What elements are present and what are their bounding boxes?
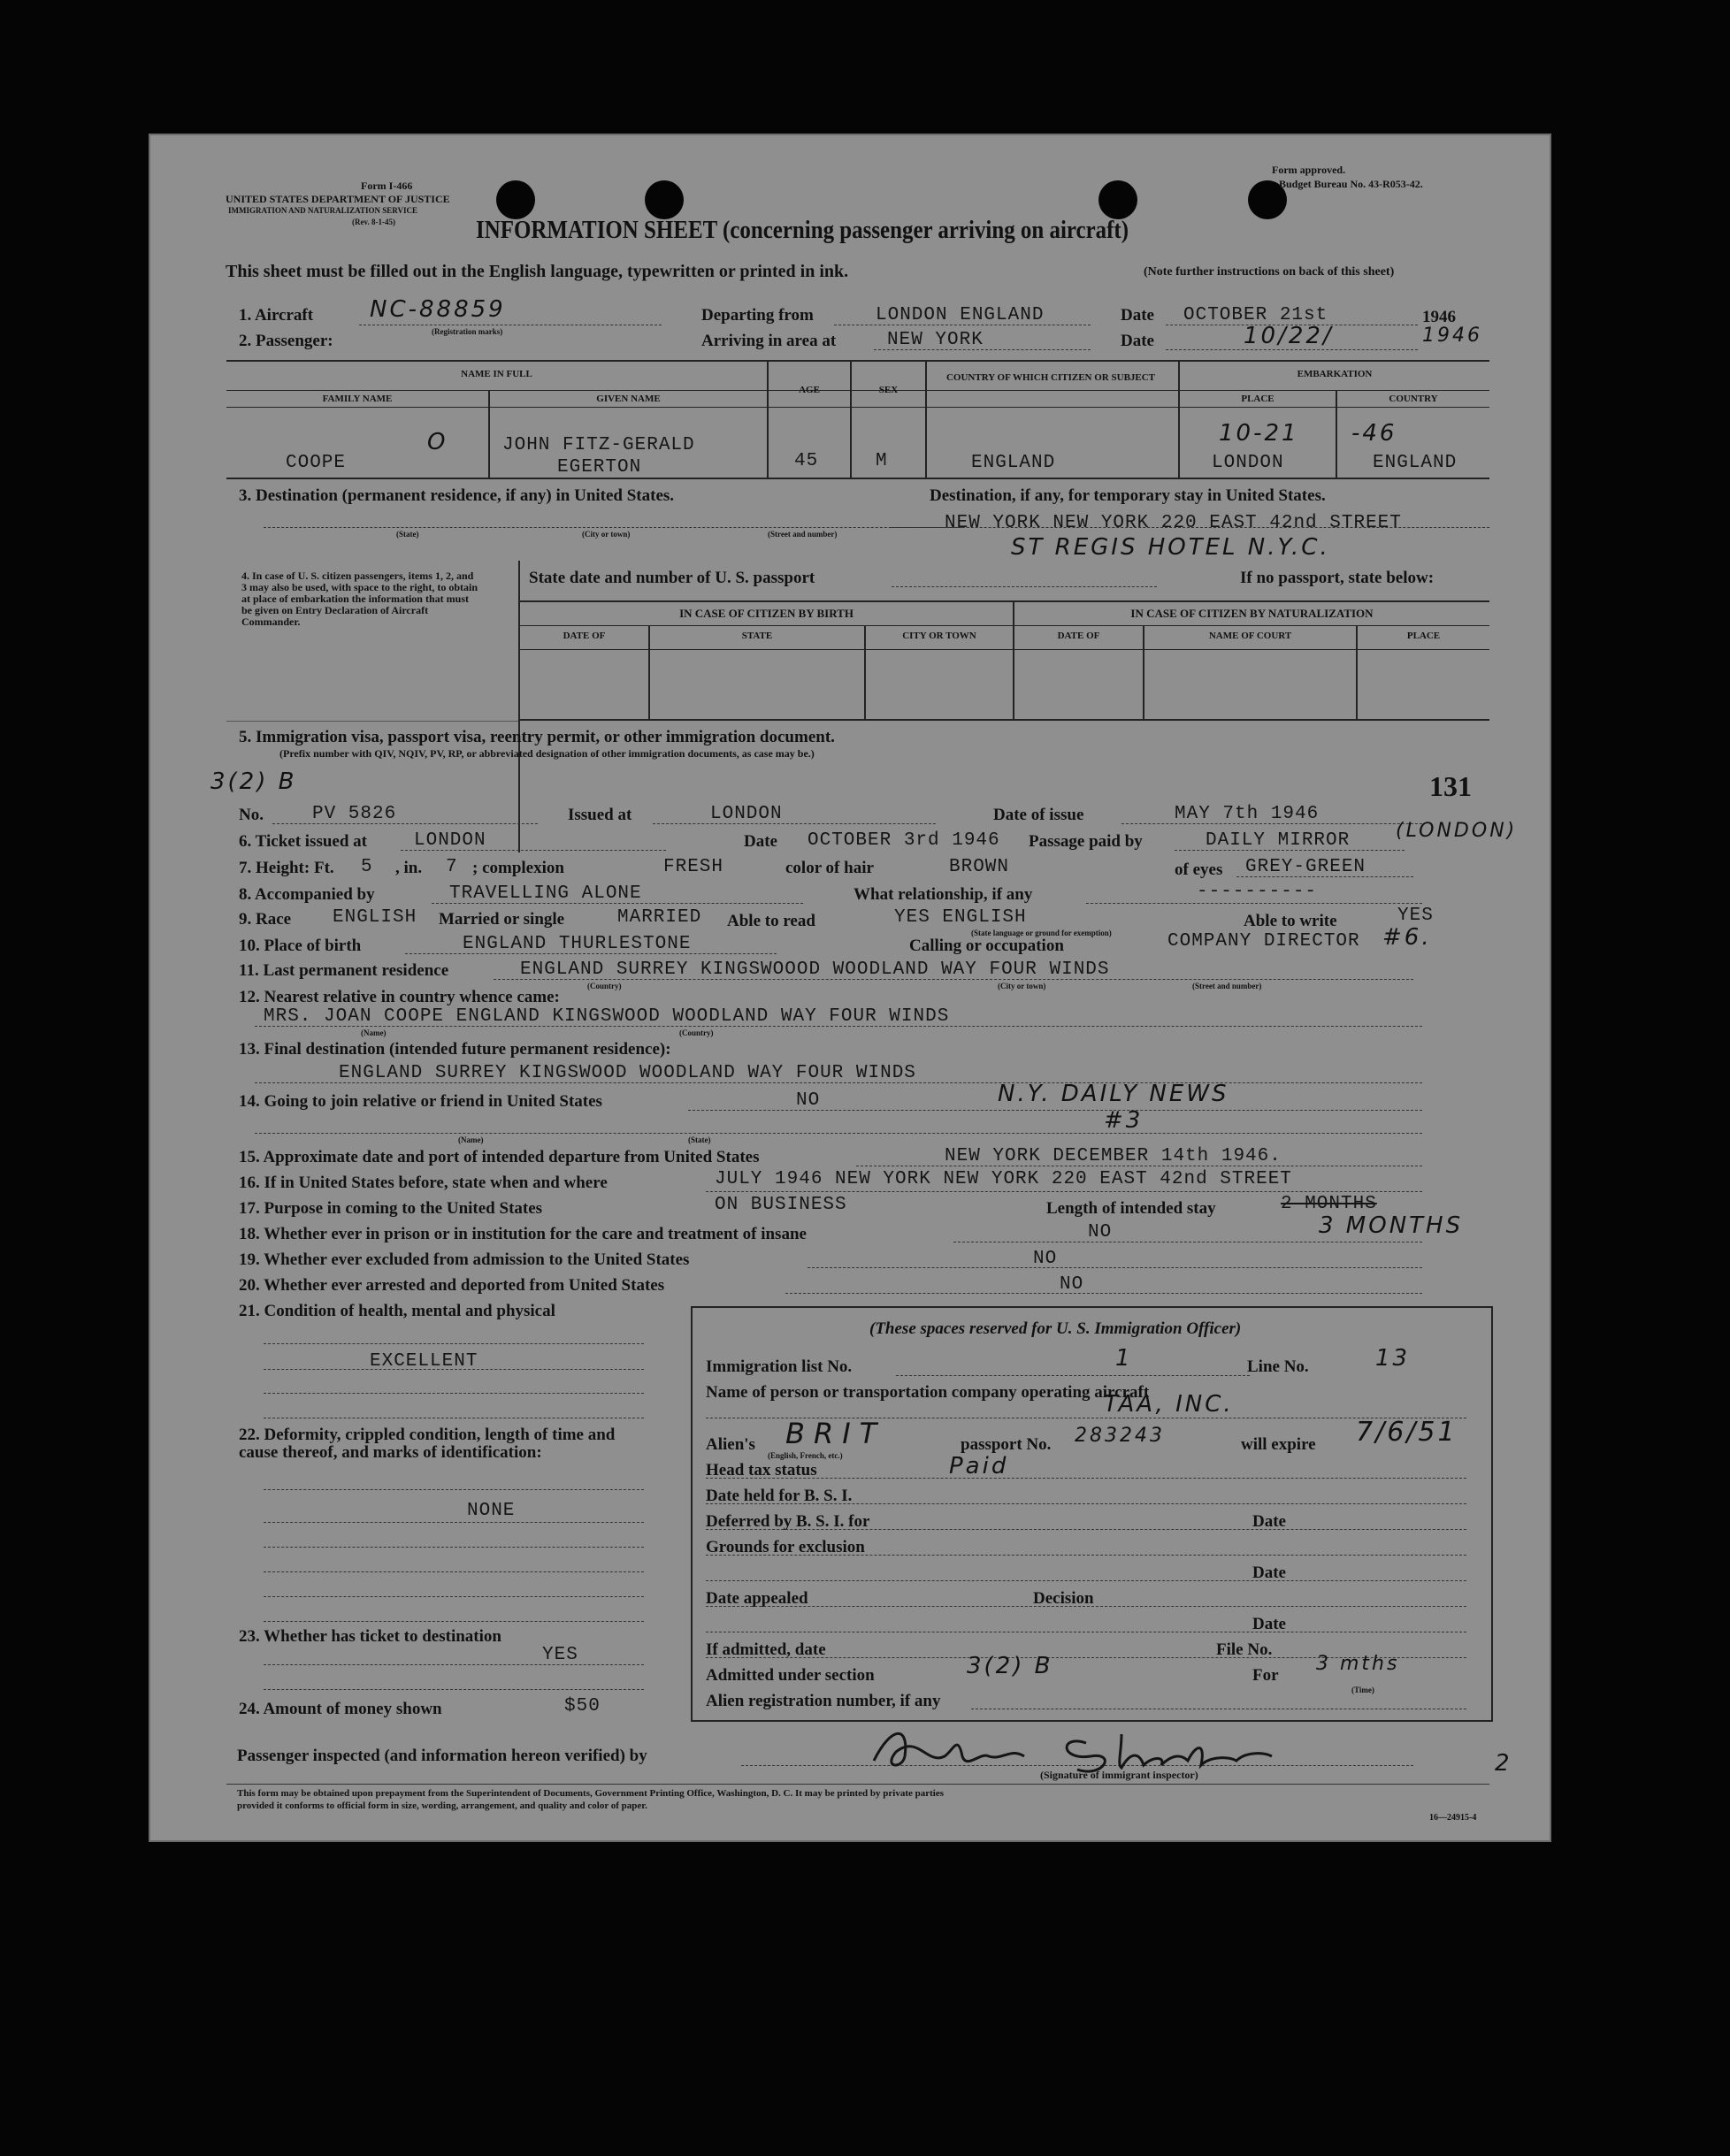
q14-sub-state: (State) xyxy=(688,1135,711,1144)
q3-sub-street: (Street and number) xyxy=(768,530,838,539)
aliens-label: Alien's xyxy=(706,1435,755,1454)
q8-value: TRAVELLING ALONE xyxy=(449,883,642,904)
q21-label: 21. Condition of health, mental and physical xyxy=(239,1302,555,1320)
page-number: 131 xyxy=(1429,770,1472,802)
q7-hair-label: color of hair xyxy=(785,859,874,877)
q22-value: NONE xyxy=(467,1501,516,1521)
date-label-2: Date xyxy=(1121,332,1154,350)
col-date-birth: DATE OF xyxy=(563,631,606,641)
q6-label: 6. Ticket issued at xyxy=(239,832,367,851)
embarkation-country: ENGLAND xyxy=(1373,453,1458,473)
registration-note: (Registration marks) xyxy=(432,327,503,336)
fine-print-2: provided it conforms to official form in size, wording, arrangement, and quality and color of paper. xyxy=(237,1800,647,1811)
citizen-country: ENGLAND xyxy=(971,453,1056,473)
q3-temp-value: NEW YORK NEW YORK 220 EAST 42nd STREET xyxy=(945,513,1402,533)
q18-value: NO xyxy=(1088,1222,1113,1242)
section-label: Admitted under section xyxy=(706,1666,875,1685)
q15-value: NEW YORK DECEMBER 14th 1946. xyxy=(945,1146,1282,1166)
q11-value: ENGLAND SURREY KINGSWOOOD WOODLAND WAY FOUR WINDS xyxy=(520,959,1110,980)
registration-label: Alien registration number, if any xyxy=(706,1692,941,1710)
q6-paid-label: Passage paid by xyxy=(1029,832,1143,851)
q9-read: YES ENGLISH xyxy=(894,907,1027,928)
officer-box-title: (These spaces reserved for U. S. Immigration Officer) xyxy=(869,1319,1242,1338)
q7-in: 7 xyxy=(446,857,458,877)
q10-calling-label: Calling or occupation xyxy=(909,937,1064,955)
q11-sub-street: (Street and number) xyxy=(1192,982,1262,990)
q4-text: 4. In case of U. S. citizen passengers, items 1, 2, and 3 may also be used, with space to the right, to obtain at place of embarkation the information that must be given on Entry Declaration of Aircraft Commander. xyxy=(241,570,478,628)
expire-label: will expire xyxy=(1241,1435,1316,1454)
revision: (Rev. 8-1-45) xyxy=(352,218,395,226)
q14-sub-name: (Name) xyxy=(458,1135,484,1144)
col-place: PLACE xyxy=(1406,631,1441,641)
q8-label: 8. Accompanied by xyxy=(239,885,375,904)
place-header: PLACE xyxy=(1241,394,1275,404)
service: IMMIGRATION AND NATURALIZATION SERVICE xyxy=(228,206,417,215)
q7-eyes-label: of eyes xyxy=(1175,860,1223,879)
q17-stay-hw: 3 MONTHS xyxy=(1319,1212,1464,1239)
q19-label: 19. Whether ever excluded from admission to the United States xyxy=(239,1250,690,1269)
q8-relationship-value: ---------- xyxy=(1197,882,1318,902)
departing-value: LONDON ENGLAND xyxy=(876,305,1045,325)
q13-label: 13. Final destination (intended future permanent residence): xyxy=(239,1040,671,1059)
q24-value: $50 xyxy=(564,1696,601,1716)
q23-value: YES xyxy=(542,1645,578,1665)
q4-no-passport: If no passport, state below: xyxy=(1240,569,1435,587)
deferred-date-label: Date xyxy=(1252,1512,1286,1531)
given-name-header: GIVEN NAME xyxy=(596,394,661,404)
q17-value: ON BUSINESS xyxy=(715,1195,847,1215)
aircraft-value: NC-88859 xyxy=(370,296,506,323)
company-value: TAA, INC. xyxy=(1104,1391,1234,1418)
arriving-value: NEW YORK xyxy=(887,330,984,350)
expire-value: 7/6/51 xyxy=(1356,1417,1458,1448)
headtax-value: Paid xyxy=(949,1453,1009,1479)
q10-calling-hw: #6. xyxy=(1382,924,1432,951)
list-label: Immigration list No. xyxy=(706,1357,853,1376)
q5-issued-label: Issued at xyxy=(568,806,632,824)
signature-note: (Signature of immigrant inspector) xyxy=(1040,1769,1198,1781)
q7-complexion: FRESH xyxy=(663,857,724,877)
q3-sub-state: (State) xyxy=(396,530,419,539)
appealed-label: Date appealed xyxy=(706,1589,808,1608)
punch-hole xyxy=(1098,180,1137,219)
q14-value: NO xyxy=(796,1090,821,1111)
q7-in-label: , in. xyxy=(395,859,423,877)
citizen-country-header: COUNTRY OF WHICH CITIZEN OR SUBJECT xyxy=(945,372,1156,383)
col-state: STATE xyxy=(741,631,773,641)
form-number: Form I-466 xyxy=(361,180,413,192)
q4-passport-label: State date and number of U. S. passport xyxy=(529,569,815,587)
age-header: AGE xyxy=(799,385,820,395)
budget-number: Budget Bureau No. 43-R053-42. xyxy=(1279,178,1423,190)
q5-date-issue-label: Date of issue xyxy=(993,806,1084,824)
line-label: Line No. xyxy=(1247,1357,1309,1376)
passport-label: passport No. xyxy=(961,1435,1052,1454)
q11-sub-city: (City or town) xyxy=(998,982,1046,990)
departing-label: Departing from xyxy=(701,306,814,325)
for-label: For xyxy=(1252,1666,1279,1685)
arrival-date: 10/22/ xyxy=(1244,323,1334,349)
col-date-nat: DATE OF xyxy=(1057,631,1100,641)
q7-ft: 5 xyxy=(361,857,373,877)
q15-label: 15. Approximate date and port of intended departure from United States xyxy=(239,1148,760,1166)
page-title: INFORMATION SHEET (concerning passenger arriving on aircraft) xyxy=(476,216,1129,244)
sex-header: SEX xyxy=(878,385,899,395)
family-name-header: FAMILY NAME xyxy=(322,394,393,404)
q9-write: YES xyxy=(1397,906,1434,926)
q17-stay-label: Length of intended stay xyxy=(1046,1199,1216,1218)
inspected-label: Passenger inspected (and information hereon verified) by xyxy=(237,1747,647,1765)
list-value: 1 xyxy=(1115,1345,1133,1372)
q12-value: MRS. JOAN COOPE ENGLAND KINGSWOOD WOODLAND WAY FOUR WINDS xyxy=(264,1006,950,1027)
q23-label: 23. Whether has ticket to destination xyxy=(239,1627,501,1646)
q20-value: NO xyxy=(1060,1274,1084,1295)
embarkation-date: 10-21 xyxy=(1219,420,1299,447)
decision-label: Decision xyxy=(1033,1589,1094,1608)
appealed-date-label: Date xyxy=(1252,1615,1286,1633)
q7-eyes: GREY-GREEN xyxy=(1245,857,1366,877)
aliens-sub: (English, French, etc.) xyxy=(768,1451,843,1460)
q16-label: 16. If in United States before, state when and where xyxy=(239,1174,608,1192)
arrival-year: 1946 xyxy=(1422,325,1482,347)
passport-value: 283243 xyxy=(1075,1425,1165,1447)
embarkation-year: -46 xyxy=(1351,420,1397,447)
q7-hair: BROWN xyxy=(949,857,1010,877)
q22-label: 22. Deformity, crippled condition, length of time and cause thereof, and marks of identification: xyxy=(239,1426,616,1462)
q5-no-label: No. xyxy=(239,806,264,824)
punch-hole xyxy=(496,180,535,219)
file-label: File No. xyxy=(1216,1640,1273,1659)
q19-value: NO xyxy=(1033,1249,1058,1269)
q5-note: (Prefix number with QIV, NQIV, PV, RP, or abbreviated designation of other immigration documents, as case may be.) xyxy=(279,747,815,760)
name-in-full-header: NAME IN FULL xyxy=(461,369,532,379)
grounds-label: Grounds for exclusion xyxy=(706,1538,865,1556)
fine-print-1: This form may be obtained upon prepayment from the Superintendent of Documents, Government Printing Office, Washington, D. C. It may be printed by private parties xyxy=(237,1788,945,1799)
q6-date-label: Date xyxy=(744,832,777,851)
family-name-mark: O xyxy=(427,429,448,455)
q18-label: 18. Whether ever in prison or in institution for the care and treatment of insane xyxy=(239,1225,807,1243)
q12-sub-country: (Country) xyxy=(679,1028,714,1037)
family-name: COOPE xyxy=(286,453,347,473)
q9-married-label: Married or single xyxy=(439,910,565,929)
birth-header: IN CASE OF CITIZEN BY BIRTH xyxy=(679,607,854,620)
embarkation-place: LONDON xyxy=(1212,453,1284,473)
q20-label: 20. Whether ever arrested and deported from United States xyxy=(239,1276,665,1295)
q6-date: OCTOBER 3rd 1946 xyxy=(808,830,1000,851)
q16-value: JULY 1946 NEW YORK NEW YORK 220 EAST 42nd STREET xyxy=(715,1169,1292,1189)
form-approved: Form approved. xyxy=(1272,164,1346,176)
departure-year: 1946 xyxy=(1422,308,1456,326)
arriving-label: Arriving in area at xyxy=(701,332,837,350)
q12-sub-name: (Name) xyxy=(361,1028,387,1037)
company-label: Name of person or transportation company operating aircraft xyxy=(706,1383,1150,1402)
aircraft-label: 1. Aircraft xyxy=(239,306,314,325)
q6-paid: DAILY MIRROR xyxy=(1206,830,1351,851)
line-value: 13 xyxy=(1375,1345,1411,1372)
section-value: 3(2) B xyxy=(967,1653,1053,1679)
q7-label: 7. Height: Ft. xyxy=(239,859,334,877)
q10-value: ENGLAND THURLESTONE xyxy=(463,934,692,954)
q9-lang-note: (State language or ground for exemption) xyxy=(971,929,1112,937)
given-name-line-2: EGERTON xyxy=(557,457,642,478)
q9-value: ENGLISH xyxy=(333,907,417,928)
q17-stay: 2 MONTHS xyxy=(1281,1194,1377,1214)
q7-complexion-label: ; complexion xyxy=(472,859,564,877)
q5-date-issue-value: MAY 7th 1946 xyxy=(1175,804,1320,824)
country-header: COUNTRY xyxy=(1389,394,1438,404)
q3-label: 3. Destination (permanent residence, if any) in United States. xyxy=(239,486,675,505)
q6-paid-hw: (LONDON) xyxy=(1396,820,1518,842)
sex: M xyxy=(876,451,888,471)
embarkation-header: EMBARKATION xyxy=(1297,369,1373,379)
col-city: CITY OR TOWN xyxy=(902,631,976,641)
q14-label: 14. Going to join relative or friend in United States xyxy=(239,1092,602,1111)
q5-label: 5. Immigration visa, passport visa, reentry permit, or other immigration document. xyxy=(239,728,835,746)
back-note: (Note further instructions on back of this sheet) xyxy=(1144,265,1395,279)
q11-label: 11. Last permanent residence xyxy=(239,961,449,980)
aliens-value: BRIT xyxy=(785,1417,886,1450)
held-label: Date held for B. S. I. xyxy=(706,1487,853,1505)
information-sheet xyxy=(149,134,1551,1842)
q5-no-value: PV 5826 xyxy=(312,804,397,824)
q10-label: 10. Place of birth xyxy=(239,937,362,955)
q9-married: MARRIED xyxy=(617,907,702,928)
q11-sub-country: (Country) xyxy=(587,982,622,990)
for-value: 3 mths xyxy=(1316,1653,1400,1675)
passenger-label: 2. Passenger: xyxy=(239,332,333,350)
q13-value: ENGLAND SURREY KINGSWOOD WOODLAND WAY FOUR WINDS xyxy=(339,1063,916,1083)
punch-hole xyxy=(645,180,684,219)
q24-label: 24. Amount of money shown xyxy=(239,1700,442,1718)
headtax-label: Head tax status xyxy=(706,1461,817,1479)
q9-label: 9. Race xyxy=(239,910,292,929)
q5-section-mark: 3(2) B xyxy=(211,768,297,795)
q3-hotel: ST REGIS HOTEL N.Y.C. xyxy=(1011,534,1330,561)
q3-temp-label: Destination, if any, for temporary stay in United States. xyxy=(930,486,1326,505)
deferred-label: Deferred by B. S. I. for xyxy=(706,1512,870,1531)
q14-hw-2: #3 xyxy=(1104,1107,1144,1134)
q8-relationship-label: What relationship, if any xyxy=(854,885,1033,904)
q6-value: LONDON xyxy=(414,830,486,851)
q17-label: 17. Purpose in coming to the United States xyxy=(239,1199,543,1218)
date-label-1: Date xyxy=(1121,306,1154,325)
q9-read-label: Able to read xyxy=(727,912,815,930)
q3-sub-city: (City or town) xyxy=(582,530,631,539)
time-note: (Time) xyxy=(1351,1686,1374,1694)
print-number: 16—24915-4 xyxy=(1429,1813,1477,1823)
departure-date: OCTOBER 21st xyxy=(1183,305,1328,325)
instruction: This sheet must be filled out in the English language, typewritten or printed in ink. xyxy=(226,262,849,281)
q5-issued-value: LONDON xyxy=(710,804,783,824)
col-court: NAME OF COURT xyxy=(1208,631,1292,641)
given-name-line-1: JOHN FITZ-GERALD xyxy=(502,435,695,455)
naturalization-header: IN CASE OF CITIZEN BY NATURALIZATION xyxy=(1130,607,1374,620)
q12-label: 12. Nearest relative in country whence came: xyxy=(239,988,560,1006)
age: 45 xyxy=(794,451,819,471)
department: UNITED STATES DEPARTMENT OF JUSTICE xyxy=(226,193,450,205)
q9-write-label: Able to write xyxy=(1244,912,1337,930)
grounds-date-label: Date xyxy=(1252,1563,1286,1582)
corner-mark: 2 xyxy=(1495,1750,1512,1777)
q10-calling: COMPANY DIRECTOR xyxy=(1167,931,1360,952)
q14-hw: N.Y. DAILY NEWS xyxy=(998,1081,1229,1107)
admitted-label: If admitted, date xyxy=(706,1640,826,1659)
q21-value: EXCELLENT xyxy=(370,1351,478,1372)
